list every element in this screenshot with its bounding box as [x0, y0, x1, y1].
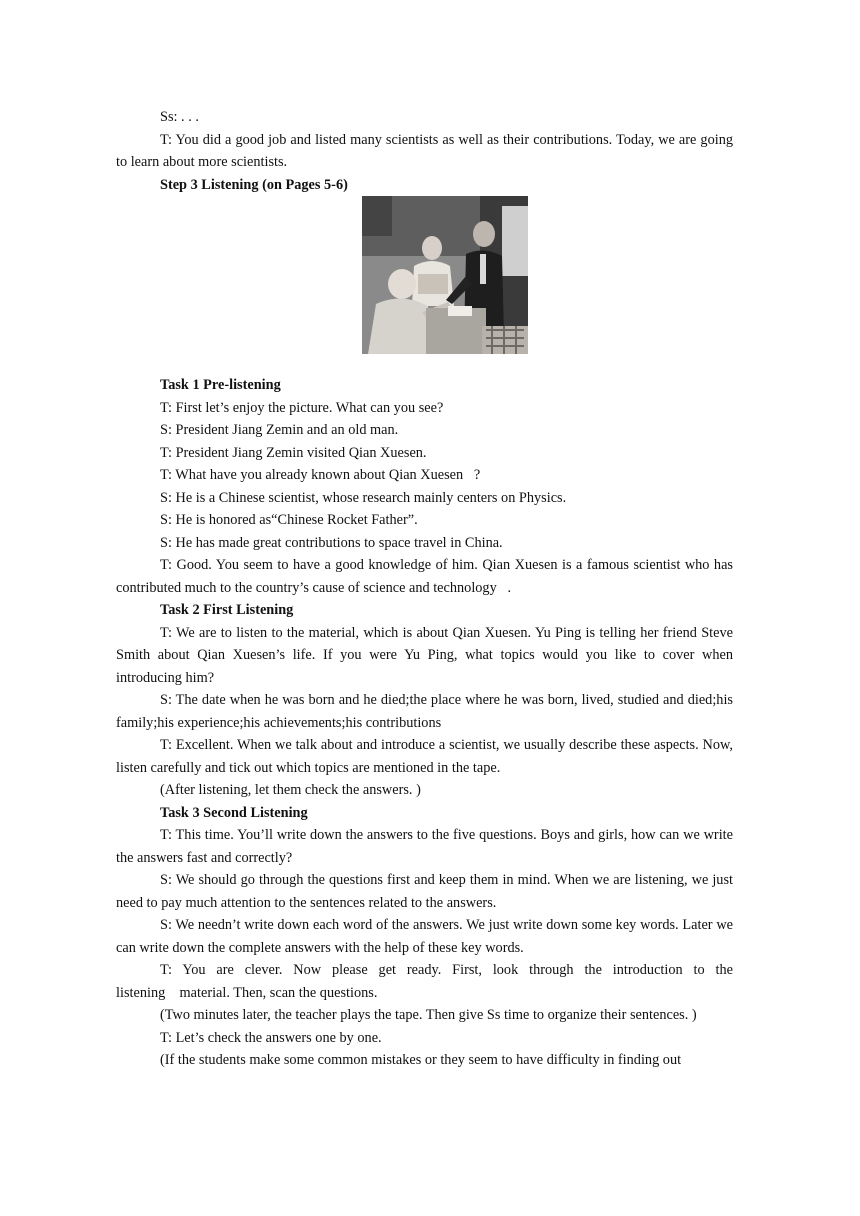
paragraph: T: You are clever. Now please get ready. First, look through the introduction to the listening material. Then, scan the questions. [116, 962, 733, 1001]
paragraph: S: He is honored as“Chinese Rocket Father”. [160, 512, 418, 528]
paragraph: (Two minutes later, the teacher plays the tape. Then give Ss time to organize their sentences. ) [160, 1007, 697, 1023]
section-heading: Task 3 Second Listening [160, 804, 308, 821]
paragraph: T: First let’s enjoy the picture. What can you see? [160, 399, 444, 416]
paragraph: T: You did a good job and listed many scientists as well as their contributions. Today, we are going to learn about more scientists. [116, 131, 733, 170]
paragraph: S: He has made great contributions to space travel in China. [160, 534, 503, 551]
paragraph: S: We needn’t write down each word of the answers. We just write down some key words. Later we can write down the complete answers with the help of these key words. [116, 917, 733, 956]
document-body [116, 106, 733, 1072]
paragraph: S: We should go through the questions first and keep them in mind. When we are listening, we just need to pay much attention to the sentences related to the answers. [116, 872, 733, 911]
paragraph: S: He is a Chinese scientist, whose research mainly centers on Physics. [160, 489, 567, 506]
paragraph: (After listening, let them check the answers. ) [160, 782, 421, 798]
section-heading: Task 1 Pre-listening [160, 377, 281, 393]
figure [116, 196, 733, 354]
paragraph: S: The date when he was born and he died;the place where he was born, lived, studied and died;his family;his experience;his achievements;his contributions [116, 692, 733, 731]
paragraph: T: We are to listen to the material, which is about Qian Xuesen. Yu Ping is telling her friend Steve Smith about Qian Xuesen’s life. If you were Yu Ping, what topics would you like to cover when introducing him? [116, 624, 733, 686]
paragraphs-before-photo [116, 106, 733, 196]
paragraph: Ss: . . . [160, 109, 199, 125]
paragraphs-after-photo [116, 374, 733, 1072]
paragraph: T: Excellent. When we talk about and introduce a scientist, we usually describe these aspects. Now, listen carefully and tick out which topics are mentioned in the tape. [116, 737, 733, 776]
paragraph: T: President Jiang Zemin visited Qian Xuesen. [160, 444, 427, 461]
photo [362, 196, 528, 354]
photo-image [362, 196, 528, 354]
section-heading: Task 2 First Listening [160, 602, 294, 618]
paragraph: S: President Jiang Zemin and an old man. [160, 422, 399, 438]
paragraph: T: This time. You’ll write down the answers to the five questions. Boys and girls, how can we write the answers fast and correctly? [116, 827, 733, 866]
paragraph: T: What have you already known about Qian Xuesen ? [160, 467, 481, 483]
paragraph: T: Let’s check the answers one by one. [160, 1029, 382, 1046]
section-heading: Step 3 Listening (on Pages 5-6) [160, 176, 348, 193]
paragraph: (If the students make some common mistakes or they seem to have difficulty in finding out [160, 1052, 682, 1068]
paragraph: T: Good. You seem to have a good knowledge of him. Qian Xuesen is a famous scientist who has contributed much to the country’s cause of science and technology . [116, 557, 733, 596]
